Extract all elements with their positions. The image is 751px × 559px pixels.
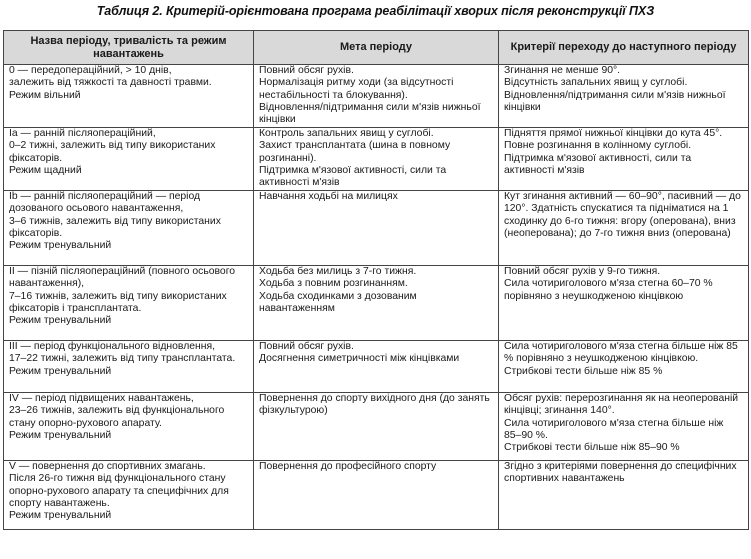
period-cell: V — повернення до спортивних змагань. Після 26-го тижня від функціонального стану опорно-рухового апарату та специфічних для спорту навантажень. Режим тренувальний <box>4 461 254 530</box>
header-period: Назва періоду, тривалість та режим навантажень <box>4 31 254 65</box>
goal-cell: Ходьба без милиць з 7-го тижня. Ходьба з повним розгинанням. Ходьба сходинками з дозованим навантаженням <box>254 266 499 341</box>
table-row <box>4 393 749 461</box>
table-row <box>4 461 749 530</box>
table-row <box>4 128 749 191</box>
goal-cell: Повернення до професійного спорту <box>254 461 499 530</box>
criteria-cell: Повний обсяг рухів у 9-го тижня. Сила чотириголового м'яза стегна 60–70 % порівняно з неушкодженою кінцівкою <box>499 266 749 341</box>
table-caption: Таблиця 2. Критерій-орієнтована програма реабілітації хворих після реконструкції ПХЗ <box>96 4 655 18</box>
period-cell: 0 — передопераційний, > 10 днів, залежить від тяжкості та давності травми. Режим вільний <box>4 65 254 128</box>
goal-cell: Контроль запальних явищ у суглобі. Захист трансплантата (шина в повному розгинанні). Підтримка м'язової активності, сили та активності м'язів <box>254 128 499 191</box>
criteria-cell: Кут згинання активний — 60–90°, пасивний — до 120°. Здатність спускатися та підніматися на 1 сходинку до 6-го тижня: вгору (оперована), вниз (неоперована); до 7-го тижня вниз (оперована) <box>499 191 749 266</box>
criteria-cell: Сила чотириголового м'яза стегна більше ніж 85 % порівняно з неушкодженою кінцівкою. Стрибкові тести більше ніж 85 % <box>499 341 749 393</box>
goal-cell: Повернення до спорту вихідного дня (до занять фізкультурою) <box>254 393 499 461</box>
table-header-row <box>4 31 749 65</box>
header-criteria: Критерії переходу до наступного періоду <box>499 31 749 65</box>
table-row <box>4 341 749 393</box>
goal-cell: Навчання ходьбі на милицях <box>254 191 499 266</box>
period-cell: III — період функціонального відновлення, 17–22 тижні, залежить від типу трансплантата. Режим тренувальний <box>4 341 254 393</box>
criteria-cell: Обсяг рухів: перерозгинання як на неоперованій кінцівці; згинання 140°. Сила чотириголового м'яза стегна більше ніж 85–90 %. Стрибкові тести більше ніж 85–90 % <box>499 393 749 461</box>
criteria-cell: Підняття прямої нижньої кінцівки до кута 45°. Повне розгинання в колінному суглобі. Підтримка м'язової активності, сили та активності м'язів <box>499 128 749 191</box>
goal-cell: Повний обсяг рухів. Нормалізація ритму ходи (за відсутності нестабільності та блокування). Відновлення/підтримання сили м'язів нижньої кінцівки <box>254 65 499 128</box>
period-cell: IV — період підвищених навантажень, 23–26 тижнів, залежить від функціонального стану опорно-рухового апарату. Режим тренувальний <box>4 393 254 461</box>
period-cell: II — пізній післяопераційний (повного осьового навантаження), 7–16 тижнів, залежить від типу використаних фіксаторів і трансплантата. Режим тренувальний <box>4 266 254 341</box>
period-cell: Ib — ранній післяопераційний — період дозованого осьового навантаження, 3–6 тижнів, залежить від типу використаних фіксаторів. Режим тренувальний <box>4 191 254 266</box>
header-goal: Мета періоду <box>254 31 499 65</box>
criteria-cell: Згідно з критеріями повернення до специфічних спортивних навантажень <box>499 461 749 530</box>
table-row <box>4 65 749 128</box>
table-row <box>4 266 749 341</box>
table-row <box>4 191 749 266</box>
goal-cell: Повний обсяг рухів. Досягнення симетричності між кінцівками <box>254 341 499 393</box>
rehabilitation-table <box>3 30 749 530</box>
period-cell: Ia — ранній післяопераційний, 0–2 тижні, залежить від типу використаних фіксаторів. Режим щадний <box>4 128 254 191</box>
criteria-cell: Згинання не менше 90°. Відсутність запальних явищ у суглобі. Відновлення/підтримання сили м'язів нижньої кінцівки <box>499 65 749 128</box>
